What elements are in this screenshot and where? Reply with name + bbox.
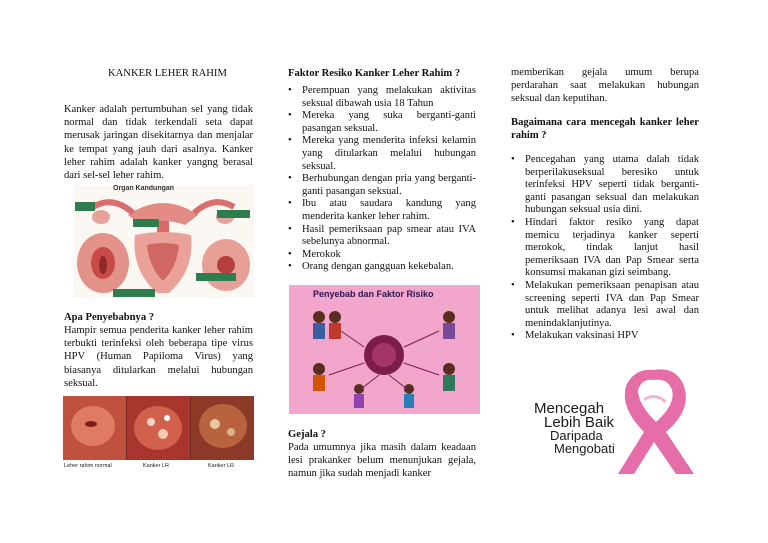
slogan-line-3: Daripada — [550, 428, 603, 443]
poster-illustration — [289, 285, 480, 414]
list-item: • Melakukan vaksinasi HPV — [511, 330, 699, 343]
uterus-illustration — [73, 185, 254, 298]
slogan-line-1: Mencegah — [534, 400, 605, 417]
risk-heading: Faktor Resiko Kanker Leher Rahim ? — [288, 68, 461, 79]
cause-paragraph: Hampir semua penderita kanker leher rahim terbukti terinfeksi oleh beberapa tipe virus HPV (Human Papiloma Virus) yang biasanya ditularkan melalui hubungan seksual. — [64, 325, 253, 389]
prevent-list — [511, 154, 699, 343]
risk-poster — [289, 285, 480, 414]
risk-list — [288, 85, 476, 274]
continued-paragraph: memberikan gejala umum berupa perdarahan saat melakukan hubungan seksual dan keputihan. — [511, 67, 699, 105]
cervix-photo-strip — [63, 396, 254, 460]
slogan-line-4: Mengobati — [554, 441, 615, 456]
intro-paragraph: Kanker adalah pertumbuhan sel yang tidak normal dan tidak terkendali seta dapat merusak jaringan disekitarnya dan menjalar ke tempat yang jauh dari asalnya. Kanker leher rahim adalah kanker yangng berasal dari sel-sel leher rahim. — [64, 104, 253, 182]
cause-heading: Apa Penyebabnya ? — [64, 312, 155, 323]
symptom-heading: Gejala ? — [288, 429, 326, 440]
cervix-photos — [63, 396, 254, 460]
symptom-paragraph: Pada umumnya jika masih dalam keadaan lesi prakanker belum menunjukan gejala, namun jika sudah menjadi kanker — [288, 442, 476, 480]
caption-cancer-1: Kanker LR — [143, 463, 169, 469]
ribbon-slogan — [526, 362, 702, 476]
caption-cancer-2: Kanker LR — [208, 463, 234, 469]
list-item: • Melakukan pemeriksaan penapisan atau screening seperti IVA dan Pap Smear untuk melihat adanya lesi awal dan menindaklanjutinya. — [511, 280, 699, 330]
list-item: • Merokok — [288, 249, 476, 262]
list-item: • Orang dengan gangguan kekebalan. — [288, 261, 476, 274]
list-item: • Hasil pemeriksaan pap smear atau IVA sebelunya abnormal. — [288, 224, 476, 249]
organ-diagram-title: Organ Kandungan — [113, 185, 175, 192]
slogan-line-2: Lebih Baik — [544, 414, 615, 431]
list-item: • Mereka yang menderita infeksi kelamin yang ditularkan melalui hubungan seksual. — [288, 135, 476, 173]
poster-title: Penyebab dan Faktor Risiko — [313, 289, 434, 299]
list-item: • Hindari faktor resiko yang dapat memicu terjadinya kanker seperti merokok, tindak lanjut hasil pemeriksaan IVA dan Pap Smear serta konsumsi makanan gizi seimbang. — [511, 217, 699, 280]
caption-normal: Leher rahim normal — [64, 463, 112, 469]
list-item: • Mereka yang suka berganti-ganti pasangan seksual. — [288, 110, 476, 135]
organ-diagram — [73, 185, 254, 298]
prevent-heading: Bagaimana cara mencegah kanker leher rahim ? — [511, 117, 699, 142]
list-item: • Pencegahan yang utama dalah tidak berperilakuseksual beresiko untuk terinfeksi HPV seperti tidak berganti-ganti pasangan seksual dan melakukan hubungan seksual usia dini. — [511, 154, 699, 217]
list-item: • Berhubungan dengan pria yang berganti-ganti pasangan seksual. — [288, 173, 476, 198]
list-item: • Perempuan yang melakukan aktivitas seksual dibawah usia 18 Tahun — [288, 85, 476, 110]
title: KANKER LEHER RAHIM — [108, 68, 227, 79]
list-item: • Ibu atau saudara kandung yang menderita kanker leher rahim. — [288, 198, 476, 223]
